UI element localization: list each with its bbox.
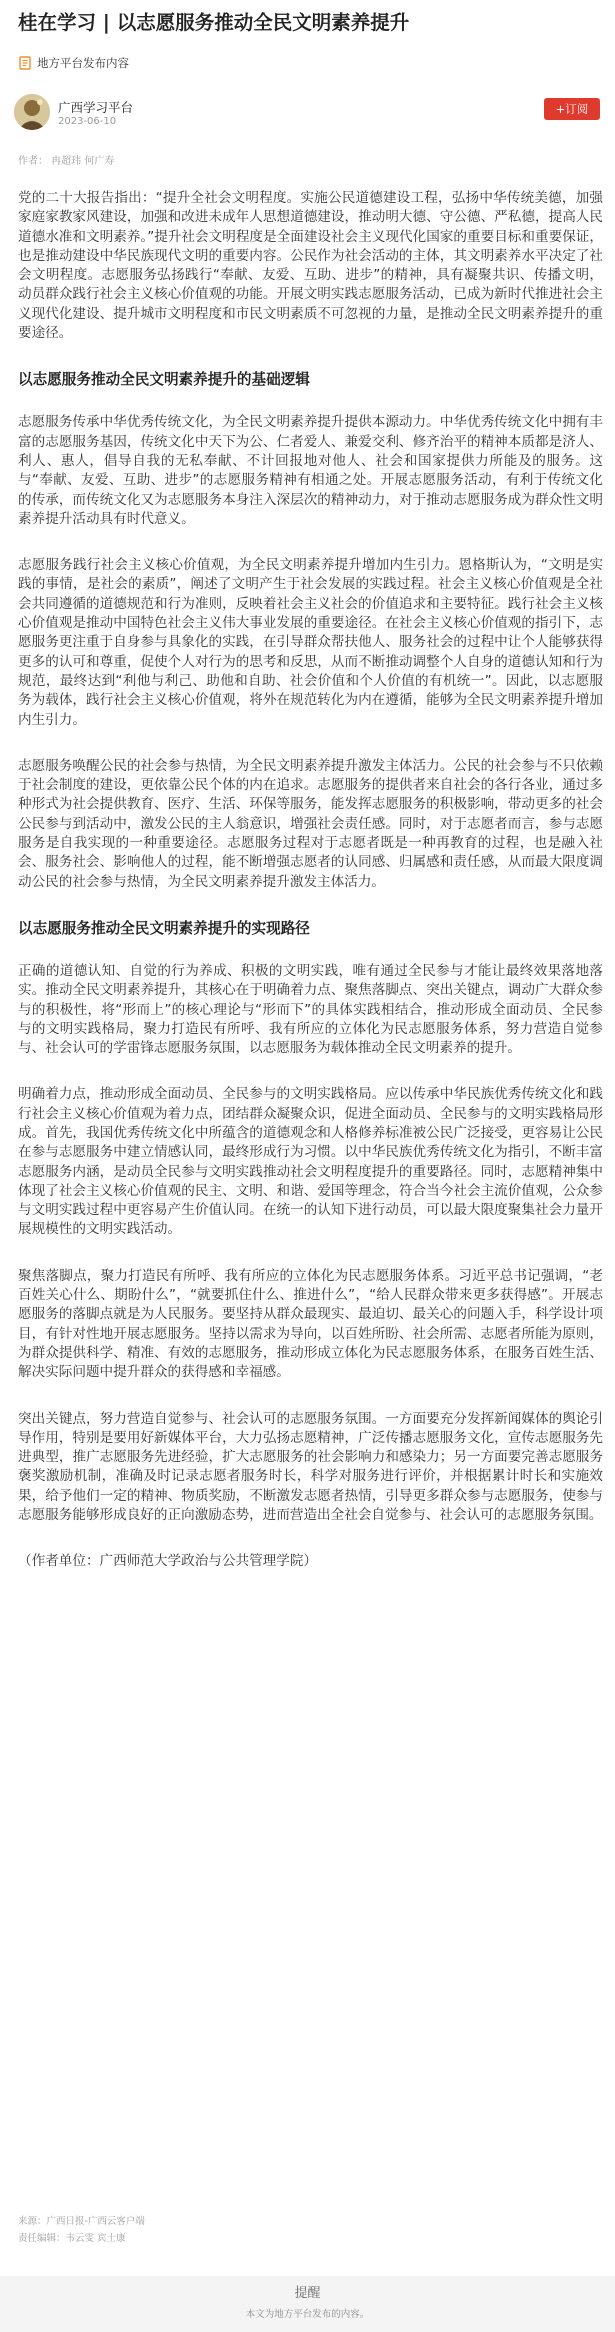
reminder-text: 本文为地方平台发布的内容。 — [245, 2309, 370, 2320]
author-affiliation: （作者单位：广西师范大学政治与公共管理学院） — [18, 1553, 318, 1570]
article-paragraph: 正确的道德认知、自觉的行为养成、积极的文明实践，唯有通过全民参与才能让最终效果落地落实。推动全民文明素养提升，其核心在于明确着力点、聚焦落脚点、突出关键点，调动广大群众参与的积极性，将“形而上”的核心理论与“形而下”的具体实践相结合，推动形成全面动员、全民参与的文明实践格局，聚力打造民有所呼、我有所应的立体化为民志愿服务体系，努力营造自觉参与、社会认可的学雷锋志愿服务氛围，以志愿服务为载体推动全民文明素养的提升。 — [18, 962, 603, 1057]
article-paragraph: 志愿服务践行社会主义核心价值观，为全民文明素养提升增加内生引力。恩格斯认为，“文明是实践的事情，是社会的素质”，阐述了文明产生于社会发展的实践过程。社会主义核心价值观是全社会共同遵循的道德规范和行为准则，反映着社会主义社会的价值追求和主要特征。践行社会主义核心价值观是推动中国特色社会主义伟大事业发展的重要途径。在社会主义核心价值观的指引下，志愿服务更注重于自身参与具象化的实践，在引导群众帮扶他人、服务社会的过程中让个人能够获得更多的认可和尊重，促使个人对行为的思考和反思，从而不断推动调整个人自身的道德认知和行为规范，最终达到“利他与利己、助他和自助、社会价值和个人价值的有机统一”。因此，以志愿服务为载体，践行社会主义核心价值观，将外在规范转化为内在遵循，能够为全民文明素养提升增加内生引力。 — [18, 557, 603, 728]
article-paragraph: 志愿服务唤醒公民的社会参与热情，为全民文明素养提升激发主体活力。公民的社会参与不只依赖于社会制度的建设，更依靠公民个体的内在追求。志愿服务的提供者来自社会的各行各业，通过多种形式为社会提供教育、医疗、生活、环保等服务，能发挥志愿服务的积极影响，带动更多的社会公民参与到活动中，激发公民的主人翁意识，增强社会责任感。同时，对于志愿者而言，参与志愿服务是自我实现的一种重要途径。志愿服务过程对于志愿者既是一种再教育的过程，也是融入社会、服务社会、影响他人的过程，能不断增强志愿者的认同感、归属感和责任感，从而最大限度调动公民的社会参与热情，为全民文明素养提升激发主体活力。 — [18, 757, 603, 890]
account-header — [14, 92, 600, 132]
platform-tag-label: 地方平台发布内容 — [37, 56, 129, 70]
section-heading: 以志愿服务推动全民文明素养提升的基础逻辑 — [18, 371, 310, 389]
article-paragraph: 明确着力点，推动形成全面动员、全民参与的文明实践格局。应以传承中华民族优秀传统文化和践行社会主义核心价值观为着力点，团结群众凝聚众识，促进全面动员、全民参与的文明实践格局形成。首先，我国优秀传统文化中所蕴含的道德观念和人格修养标准被公民广泛接受，更容易让公民在参与志愿服务中建立情感认同，最终形成行为习惯。以中华民族优秀传统文化为指引，不断丰富志愿服务内涵，是动员全民参与文明实践推动社会文明程度提升的重要路径。同时，志愿精神集中体现了社会主义核心价值观的民主、文明、和谐、爱国等理念，符合当今社会主流价值观，公众参与文明实践过程中更容易产生价值认同。在统一的认知下进行动员，可以最大限度聚集社会力量开展规模性的文明实践活动。 — [18, 1086, 603, 1238]
article-paragraph: 志愿服务传承中华优秀传统文化，为全民文明素养提升提供本源动力。中华优秀传统文化中拥有丰富的志愿服务基因，传统文化中天下为公、仁者爱人、兼爱交利、修齐治平的精神本质都是济人、利人、惠人，倡导自我的无私奉献、不计回报地对他人、社会和国家提供力所能及的服务。这与“奉献、友爱、互助、进步”的志愿服务精神有相通之处。开展志愿服务活动，有利于传统文化的传承，而传统文化又为志愿服务本身注入深层次的精神动力，对于推动志愿服务成为群众性文明素养提升活动具有时代意义。 — [18, 414, 603, 527]
article-paragraph: 聚焦落脚点，聚力打造民有所呼、我有所应的立体化为民志愿服务体系。习近平总书记强调，“老百姓关心什么、期盼什么”，“就要抓住什么、推进什么”，“给人民群众带来更多获得感”。开展志愿服务的落脚点就是为人民服务。要坚持从群众最现实、最迫切、最关心的问题入手，科学设计项目，有针对性地开展志愿服务。坚持以需求为导向，以百姓所盼、社会所需、志愿者所能为原则，为群众提供科学、精准、有效的志愿服务，推动形成立体化为民志愿服务体系，在服务百姓生活、解决实际问题中提升群众的获得感和幸福感。 — [18, 1267, 603, 1381]
account-name[interactable]: 广西学习平台 — [58, 100, 134, 115]
avatar[interactable] — [14, 94, 50, 130]
footer-meta — [18, 2213, 145, 2247]
editor-line: 责任编辑：韦云雯 宾士康 — [18, 2233, 126, 2244]
section-heading: 以志愿服务推动全民文明素养提升的实现路径 — [18, 919, 310, 937]
publish-date: 2023-06-10 — [58, 116, 117, 127]
article-title: 桂在学习 | 以志愿服务推动全民文明素养提升 — [18, 11, 410, 34]
source-line: 来源：广西日报-广西云客户端 — [18, 2216, 145, 2227]
article-paragraph: 突出关键点，努力营造自觉参与、社会认可的志愿服务氛围。一方面要充分发挥新闻媒体的舆论引导作用，特别是要用好新媒体平台，大力弘扬志愿精神，广泛传播志愿服务文化，宣传志愿服务先进典型，推广志愿服务先进经验，扩大志愿服务的社会影响力和感染力；另一方面要完善志愿服务褒奖激励机制，准确及时记录志愿者服务时长，科学对服务进行评价，并根据累计时长和实施效果，给予他们一定的精神、物质奖励，不断激发志愿者热情，引导更多群众参与志愿服务，使参与志愿服务能够形成良好的正向激励态势，进而营造出全社会自觉参与、社会认可的志愿服务氛围。 — [18, 1410, 603, 1524]
subscribe-button[interactable]: +订阅 — [544, 98, 600, 120]
reminder-title: 提醒 — [294, 2286, 321, 2301]
platform-tag — [18, 54, 129, 72]
document-icon — [18, 56, 32, 70]
article-body — [18, 189, 603, 1599]
reminder-bar — [0, 2276, 615, 2332]
article-paragraph: 党的二十大报告指出：“提升全社会文明程度。实施公民道德建设工程，弘扬中华传统美德，加强家庭家教家风建设，加强和改进未成年人思想道德建设，推动明大德、守公德、严私德，提高人民道德水准和文明素养。”提升社会文明程度是全面建设社会主义现代化国家的重要目标和重要保证，也是推动建设中华民族现代文明的重要内容。公民作为社会活动的主体，其文明素养水平决定了社会文明程度。志愿服务弘扬践行“奉献、友爱、互助、进步”的精神，具有凝聚共识、传播文明，动员群众践行社会主义核心价值观的功能。开展文明实践志愿服务活动，已成为新时代推进社会主义现代化建设、提升城市文明程度和市民文明素质不可忽视的力量，是推动全民文明素养提升的重要途径。 — [18, 190, 603, 342]
byline: 作者： 冉超玮 何广寿 — [18, 156, 115, 167]
